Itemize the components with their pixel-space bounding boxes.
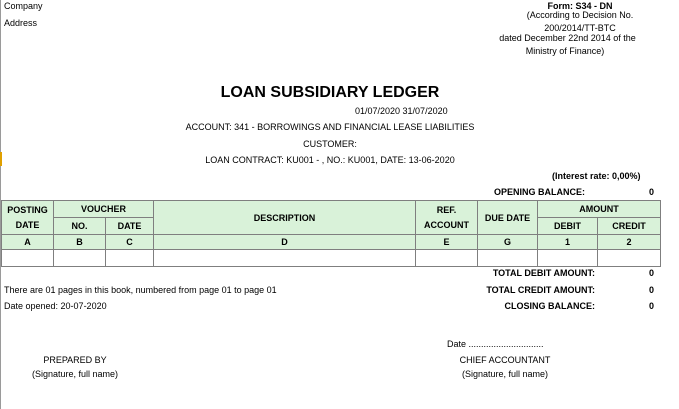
total-debit-label: TOTAL DEBIT AMOUNT: — [492, 268, 595, 278]
decision-line3: dated December 22nd 2014 of the — [499, 33, 636, 43]
prepared-signature: (Signature, full name) — [31, 369, 119, 379]
letter-1: 1 — [538, 235, 598, 250]
letter-g: G — [478, 235, 538, 250]
col-credit: CREDIT — [598, 218, 661, 235]
letter-b: B — [54, 235, 106, 250]
row-marker — [0, 152, 2, 166]
col-ref-account — [416, 201, 478, 235]
total-credit-value: 0 — [648, 285, 654, 295]
total-debit-value: 0 — [648, 268, 654, 278]
col-due-date: DUE DATE — [478, 201, 538, 235]
table-row — [2, 250, 661, 267]
opening-balance-value: 0 — [648, 187, 654, 197]
closing-balance-value: 0 — [648, 301, 654, 311]
account-line: ACCOUNT: 341 - BORROWINGS AND FINANCIAL LEASE LIABILITIES — [185, 122, 475, 132]
col-posting-date — [2, 201, 54, 235]
ref-line1: REF. — [436, 205, 457, 215]
company-label: Company — [4, 1, 43, 11]
period: 01/07/2020 31/07/2020 — [355, 106, 448, 116]
col-description: DESCRIPTION — [154, 201, 416, 235]
letter-a: A — [2, 235, 54, 250]
ref-line2: ACCOUNT — [424, 220, 470, 230]
closing-balance-label: CLOSING BALANCE: — [504, 301, 595, 311]
opening-balance-label: OPENING BALANCE: — [494, 187, 586, 197]
letter-2: 2 — [598, 235, 661, 250]
decision-line4: Ministry of Finance) — [525, 46, 605, 56]
col-amount: AMOUNT — [538, 201, 661, 218]
letter-d: D — [154, 235, 416, 250]
col-voucher: VOUCHER — [54, 201, 154, 218]
posting-line2: DATE — [15, 220, 40, 230]
chief-signature: (Signature, full name) — [461, 369, 549, 379]
col-debit: DEBIT — [538, 218, 598, 235]
decision-line1: (According to Decision No. — [526, 10, 634, 20]
interest-rate: (Interest rate: 0,00%) — [552, 171, 641, 181]
total-credit-label: TOTAL CREDIT AMOUNT: — [486, 285, 595, 295]
ledger-table — [1, 200, 661, 267]
customer-line: CUSTOMER: — [303, 139, 357, 149]
address-label: Address — [4, 18, 38, 28]
form-code: Form: S34 - DN — [547, 1, 613, 11]
pages-note: There are 01 pages in this book, numbered from page 01 to page 01 — [4, 285, 277, 295]
posting-line1: POSTING — [7, 205, 48, 215]
date-line: Date .............................. — [447, 339, 544, 349]
letter-c: C — [106, 235, 154, 250]
col-voucher-date: DATE — [106, 218, 154, 235]
decision-line2: 200/2014/TT-BTC — [544, 23, 616, 31]
letter-e: E — [416, 235, 478, 250]
date-opened: Date opened: 20-07-2020 — [4, 301, 107, 311]
col-voucher-no: NO. — [54, 218, 106, 235]
contract-line: LOAN CONTRACT: KU001 - , NO.: KU001, DATE: 13-06-2020 — [205, 155, 455, 165]
ledger-title: LOAN SUBSIDIARY LEDGER — [220, 84, 440, 101]
prepared-by: PREPARED BY — [43, 355, 107, 365]
chief-accountant: CHIEF ACCOUNTANT — [459, 355, 551, 365]
